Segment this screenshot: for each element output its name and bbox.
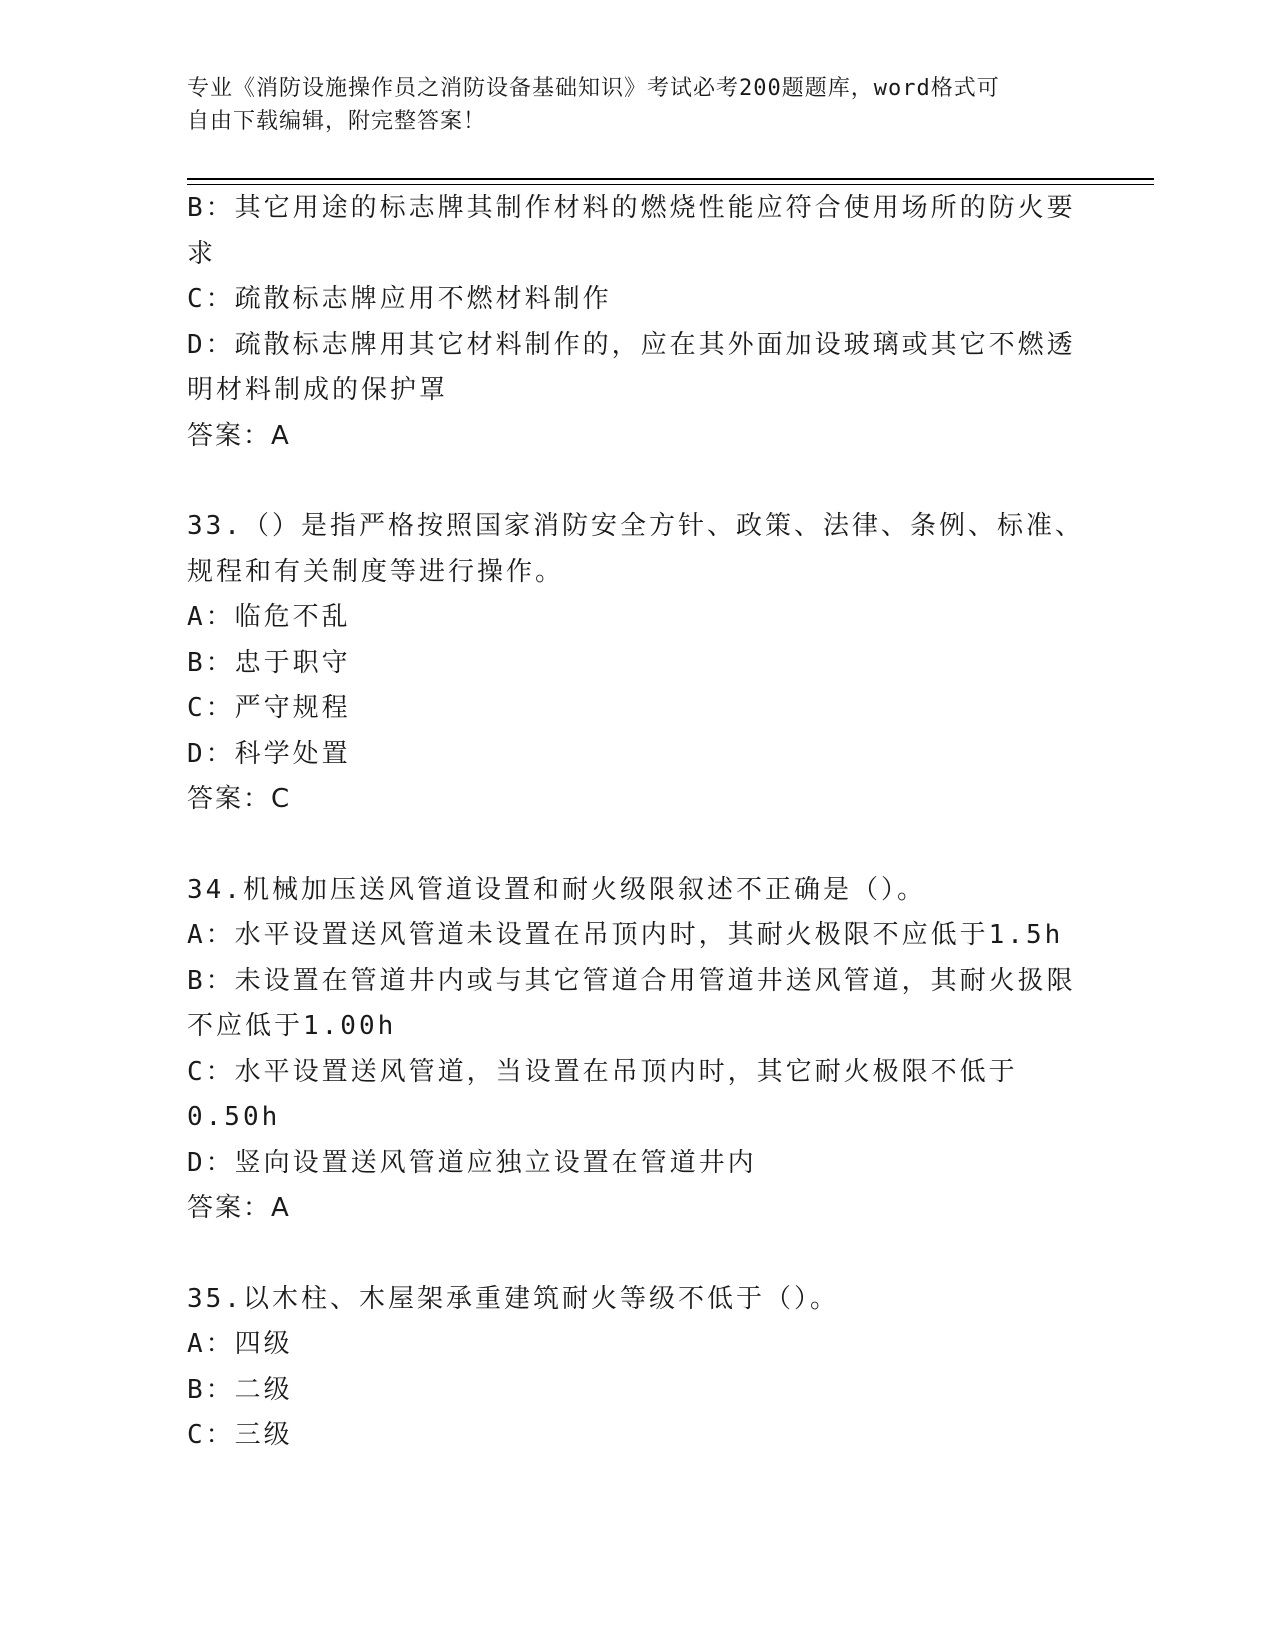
question-block-prev [187,186,1087,459]
option-b-line-2: 求 [187,238,217,269]
option-c: C：疏散标志牌应用不燃材料制作 [187,284,612,314]
document-header [187,72,1067,138]
spacer [187,823,1087,868]
option-d-line-1: D：疏散标志牌用其它材料制作的，应在其外面加设玻璃或其它不燃透 [187,329,1076,360]
header-line-2: 自由下载编辑，附完整答案！ [187,109,487,134]
option-b-line-2: 不应低于1.00h [187,1011,397,1041]
answer-text: 答案：A [187,1193,291,1223]
question-stem-line-1: 33.（）是指严格按照国家消防安全方针、政策、法律、条例、标准、 [187,511,1084,541]
header-divider-thin [187,184,1154,185]
option-c-line-2: 0.50h [187,1102,281,1132]
header-divider-thick [187,178,1154,180]
question-stem-line-2: 规程和有关制度等进行操作。 [187,556,565,587]
question-block-34 [187,868,1087,1232]
option-d: D：竖向设置送风管道应独立设置在管道井内 [187,1147,757,1178]
option-c-line-1: C：水平设置送风管道，当设置在吊顶内时，其它耐火极限不低于 [187,1056,1018,1087]
question-stem: 34.机械加压送风管道设置和耐火级限叙述不正确是（）。 [187,874,926,905]
option-a: A：四级 [187,1329,293,1359]
answer-text: 答案：A [187,420,291,451]
option-a: A：临危不乱 [187,602,351,632]
option-d: D：科学处置 [187,738,351,769]
answer-text: 答案：C [187,784,292,814]
option-b: B：二级 [187,1374,293,1405]
spacer [187,1232,1087,1277]
option-c: C：严守规程 [187,693,351,723]
question-block-35 [187,1277,1087,1459]
question-block-33 [187,504,1087,823]
option-a: A：水平设置送风管道未设置在吊顶内时，其耐火极限不应低于1.5h [187,920,1064,950]
document-body [187,186,1087,1459]
option-b-line-1: B：其它用途的标志牌其制作材料的燃烧性能应符合使用场所的防火要 [187,193,1076,223]
option-b-line-1: B：未设置在管道井内或与其它管道合用管道井送风管道，其耐火扱限 [187,965,1076,996]
option-b: B：忠于职守 [187,647,351,678]
spacer [187,459,1087,504]
option-d-line-2: 明材料制成的保护罩 [187,375,449,405]
option-c: C：三级 [187,1420,293,1450]
question-stem: 35.以木柱、木屋架承重建筑耐火等级不低于（）。 [187,1283,839,1314]
header-line-1: 专业《消防设施操作员之消防设备基础知识》考试必考200题题库，word格式可 [187,76,1000,101]
